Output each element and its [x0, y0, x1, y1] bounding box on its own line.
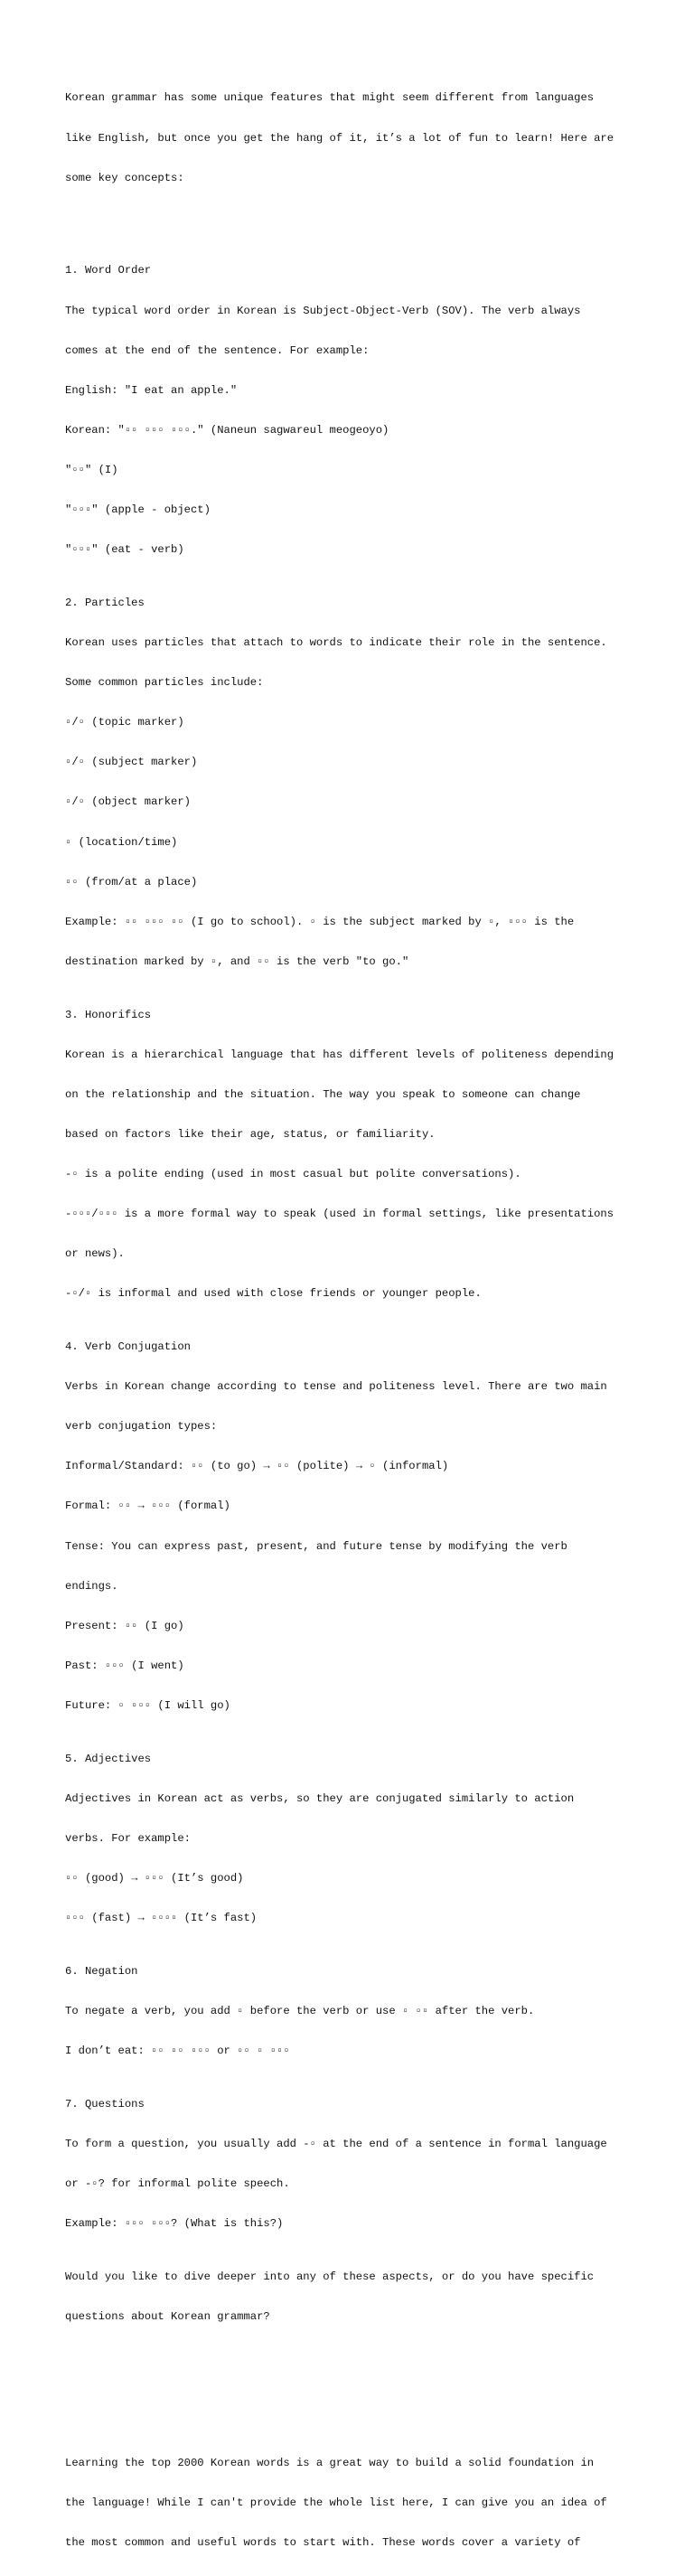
- blank-line: [65, 2364, 643, 2377]
- section-line: ▫▫▫ (fast) → ▫▫▫▫ (It’s fast): [65, 1912, 258, 1925]
- section-line: based on factors like their age, status, or familiarity.: [65, 1127, 436, 1141]
- section-line: I don’t eat: ▫▫ ▫▫ ▫▫▫ or ▫▫ ▫ ▫▫▫: [65, 2045, 290, 2058]
- section-line: Tense: You can express past, present, and future tense by modifying the verb: [65, 1539, 567, 1553]
- section-line: Past: ▫▫▫ (I went): [65, 1659, 184, 1672]
- second-response-line: the language! While I can't provide the whole list here, I can give you an idea of: [65, 2496, 607, 2509]
- section-line: -▫▫▫/▫▫▫ is a more formal way to speak (used in formal settings, like presentations: [65, 1208, 614, 1221]
- section-heading-word-order: 1. Word Order: [65, 264, 152, 277]
- section-line: verb conjugation types:: [65, 1420, 218, 1434]
- section-heading-questions: 7. Questions: [65, 2097, 145, 2111]
- section-heading-adjectives: 5. Adjectives: [65, 1752, 152, 1765]
- section-line: ▫ (location/time): [65, 835, 178, 849]
- section-heading-negation: 6. Negation: [65, 1964, 138, 1978]
- section-line: on the relationship and the situation. The way you speak to someone can change: [65, 1087, 581, 1101]
- document-text: [65, 65, 643, 2576]
- section-line: ▫/▫ (topic marker): [65, 716, 184, 729]
- section-heading-verb-conjugation: 4. Verb Conjugation: [65, 1340, 191, 1354]
- section-line: Korean: "▫▫ ▫▫▫ ▫▫▫." (Naneun sagwareul meogeoyo): [65, 423, 389, 437]
- section-line: "▫▫▫" (apple - object): [65, 503, 211, 517]
- section-heading-honorifics: 3. Honorifics: [65, 1008, 152, 1021]
- section-line: endings.: [65, 1579, 118, 1593]
- section-line: "▫▫" (I): [65, 463, 118, 476]
- intro-line: some key concepts:: [65, 171, 184, 184]
- section-line: Verbs in Korean change according to tense and politeness level. There are two main: [65, 1380, 607, 1394]
- section-line: -▫ is a polite ending (used in most casual but polite conversations).: [65, 1167, 521, 1180]
- section-line: -▫/▫ is informal and used with close friends or younger people.: [65, 1287, 482, 1301]
- section-line: Adjectives in Korean act as verbs, so they are conjugated similarly to action: [65, 1791, 575, 1805]
- section-line: or -▫? for informal polite speech.: [65, 2177, 290, 2191]
- section-line: "▫▫▫" (eat - verb): [65, 543, 184, 557]
- second-response-line: Learning the top 2000 Korean words is a great way to build a solid foundation in: [65, 2456, 595, 2469]
- section-line: ▫▫ (good) → ▫▫▫ (It’s good): [65, 1871, 244, 1885]
- section-line: The typical word order in Korean is Subject-Object-Verb (SOV). The verb always: [65, 304, 581, 317]
- blank-line: [65, 2403, 643, 2417]
- section-line: destination marked by ▫, and ▫▫ is the verb "to go.": [65, 954, 409, 968]
- second-response-line: the most common and useful words to start with. These words cover a variety of: [65, 2535, 581, 2549]
- section-line: ▫▫ (from/at a place): [65, 875, 198, 888]
- section-line: Informal/Standard: ▫▫ (to go) → ▫▫ (polite) → ▫ (informal): [65, 1460, 449, 1473]
- section-line: Example: ▫▫▫ ▫▫▫? (What is this?): [65, 2217, 284, 2231]
- section-line: ▫/▫ (object marker): [65, 795, 191, 809]
- section-line: Example: ▫▫ ▫▫▫ ▫▫ (I go to school). ▫ is the subject marked by ▫, ▫▫▫ is the: [65, 915, 575, 928]
- section-line: Formal: ▫▫ → ▫▫▫ (formal): [65, 1500, 230, 1513]
- closing-line: questions about Korean grammar?: [65, 2310, 270, 2323]
- section-line: Korean is a hierarchical language that has different levels of politeness depending: [65, 1048, 614, 1061]
- closing-line: Would you like to dive deeper into any of these aspects, or do you have specific: [65, 2270, 595, 2283]
- section-line: To form a question, you usually add -▫ at the end of a sentence in formal language: [65, 2137, 607, 2150]
- section-line: Korean uses particles that attach to words to indicate their role in the sentence.: [65, 636, 607, 650]
- section-line: comes at the end of the sentence. For example:: [65, 343, 370, 357]
- section-line: Some common particles include:: [65, 676, 264, 690]
- section-heading-particles: 2. Particles: [65, 596, 145, 609]
- section-line: ▫/▫ (subject marker): [65, 756, 198, 769]
- section-line: English: "I eat an apple.": [65, 383, 238, 397]
- section-line: Present: ▫▫ (I go): [65, 1619, 184, 1632]
- blank-line: [65, 212, 643, 225]
- section-line: or news).: [65, 1247, 125, 1261]
- intro-line: like English, but once you get the hang of it, it’s a lot of fun to learn! Here are: [65, 131, 614, 145]
- section-line: To negate a verb, you add ▫ before the verb or use ▫ ▫▫ after the verb.: [65, 2004, 535, 2017]
- section-line: Future: ▫ ▫▫▫ (I will go): [65, 1698, 230, 1712]
- section-line: verbs. For example:: [65, 1831, 191, 1845]
- intro-line: Korean grammar has some unique features that might seem different from languages: [65, 91, 595, 105]
